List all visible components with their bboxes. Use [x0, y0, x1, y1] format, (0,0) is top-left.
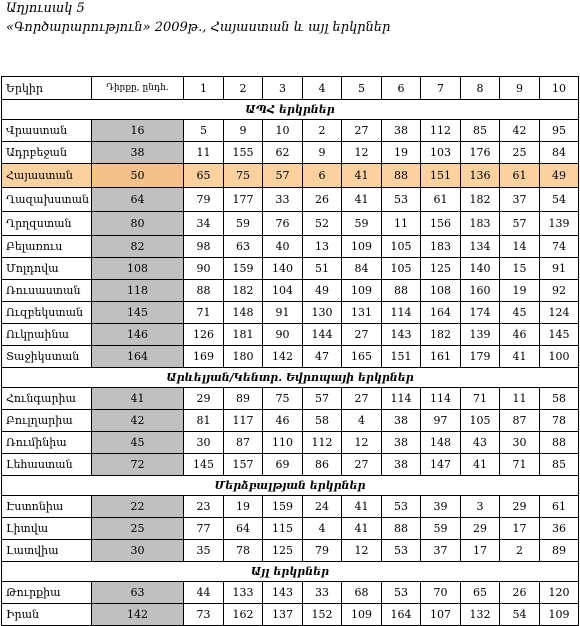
indicator-value-cell: 110	[263, 432, 303, 454]
table-subtitle: «Գործարարություն» 2009թ., Հայաստան և այլ երկրներ	[6, 20, 391, 35]
indicator-value-cell: 142	[263, 346, 303, 368]
indicator-value-cell: 100	[540, 346, 579, 368]
indicator-value-cell: 11	[500, 388, 540, 410]
indicator-value-cell: 84	[540, 142, 579, 164]
indicator-value-cell: 90	[263, 324, 303, 346]
indicator-value-cell: 42	[500, 120, 540, 142]
indicator-value-cell: 180	[224, 346, 263, 368]
indicator-value-cell: 164	[421, 302, 461, 324]
indicator-value-cell: 41	[500, 346, 540, 368]
country-cell: Ադրբեջան	[2, 142, 92, 164]
indicator-value-cell: 41	[342, 164, 382, 188]
indicator-value-cell: 38	[382, 432, 421, 454]
table-row	[2, 142, 579, 164]
indicator-value-cell: 137	[263, 604, 303, 626]
indicator-value-cell: 2	[500, 540, 540, 562]
indicator-value-cell: 33	[263, 188, 303, 212]
indicator-value-cell: 89	[224, 388, 263, 410]
country-cell: Հունգարիա	[2, 388, 92, 410]
indicator-value-cell: 109	[342, 236, 382, 258]
indicator-value-cell: 6	[303, 164, 342, 188]
indicator-value-cell: 148	[224, 302, 263, 324]
indicator-value-cell: 174	[461, 302, 500, 324]
indicator-value-cell: 61	[540, 496, 579, 518]
indicator-value-cell: 103	[421, 142, 461, 164]
indicator-value-cell: 151	[421, 164, 461, 188]
indicator-value-cell: 177	[224, 188, 263, 212]
indicator-value-cell: 51	[303, 258, 342, 280]
rank-cell: 16	[92, 120, 184, 142]
indicator-value-cell: 57	[303, 388, 342, 410]
country-cell: Հայաստան	[2, 164, 92, 188]
doing-business-table	[1, 76, 579, 626]
indicator-value-cell: 34	[184, 212, 224, 236]
indicator-value-cell: 17	[500, 518, 540, 540]
indicator-value-cell: 91	[540, 258, 579, 280]
indicator-value-cell: 89	[540, 540, 579, 562]
indicator-value-cell: 47	[303, 346, 342, 368]
indicator-value-cell: 97	[421, 410, 461, 432]
section-header-row	[2, 562, 579, 582]
column-header-indicator: 8	[461, 77, 500, 100]
indicator-value-cell: 114	[421, 388, 461, 410]
indicator-value-cell: 104	[263, 280, 303, 302]
indicator-value-cell: 139	[540, 212, 579, 236]
indicator-value-cell: 38	[382, 120, 421, 142]
indicator-value-cell: 62	[263, 142, 303, 164]
table-row	[2, 540, 579, 562]
indicator-value-cell: 133	[224, 582, 263, 604]
indicator-value-cell: 148	[421, 432, 461, 454]
indicator-value-cell: 90	[184, 258, 224, 280]
indicator-value-cell: 5	[184, 120, 224, 142]
indicator-value-cell: 27	[342, 454, 382, 476]
section-title: Մերձբալթյան երկրներ	[2, 476, 579, 496]
indicator-value-cell: 59	[224, 212, 263, 236]
indicator-value-cell: 57	[500, 212, 540, 236]
indicator-value-cell: 39	[421, 496, 461, 518]
indicator-value-cell: 13	[303, 236, 342, 258]
column-header-country: Երկիր	[2, 77, 92, 100]
indicator-value-cell: 35	[184, 540, 224, 562]
country-cell: Էստոնիա	[2, 496, 92, 518]
table-row	[2, 120, 579, 142]
indicator-value-cell: 109	[342, 604, 382, 626]
indicator-value-cell: 57	[263, 164, 303, 188]
indicator-value-cell: 159	[224, 258, 263, 280]
indicator-value-cell: 160	[461, 280, 500, 302]
indicator-value-cell: 46	[500, 324, 540, 346]
indicator-value-cell: 46	[263, 410, 303, 432]
country-cell: Վրաստան	[2, 120, 92, 142]
rank-cell: 108	[92, 258, 184, 280]
indicator-value-cell: 152	[303, 604, 342, 626]
section-title: Արևելյան/Կենտր. Եվրոպայի երկրներ	[2, 368, 579, 388]
indicator-value-cell: 86	[303, 454, 342, 476]
indicator-value-cell: 145	[540, 324, 579, 346]
indicator-value-cell: 41	[342, 518, 382, 540]
indicator-value-cell: 84	[342, 258, 382, 280]
indicator-value-cell: 117	[224, 410, 263, 432]
indicator-value-cell: 30	[184, 432, 224, 454]
indicator-value-cell: 159	[263, 496, 303, 518]
country-cell: Բուլղարիա	[2, 410, 92, 432]
indicator-value-cell: 10	[263, 120, 303, 142]
indicator-value-cell: 183	[461, 212, 500, 236]
indicator-value-cell: 53	[382, 582, 421, 604]
country-cell: Տաջիկստան	[2, 346, 92, 368]
indicator-value-cell: 37	[421, 540, 461, 562]
section-header-row	[2, 476, 579, 496]
indicator-value-cell: 112	[303, 432, 342, 454]
indicator-value-cell: 73	[184, 604, 224, 626]
indicator-value-cell: 112	[421, 120, 461, 142]
column-header-indicator: 10	[540, 77, 579, 100]
indicator-value-cell: 182	[421, 324, 461, 346]
country-cell: Թուրքիա	[2, 582, 92, 604]
rank-cell: 64	[92, 188, 184, 212]
table-row	[2, 236, 579, 258]
column-header-rank: Դիրքը, ընդհ.	[92, 77, 184, 100]
table-row	[2, 388, 579, 410]
table-row	[2, 582, 579, 604]
column-header-indicator: 1	[184, 77, 224, 100]
table-caption: Աղյուսակ 5	[6, 1, 85, 16]
table-row	[2, 518, 579, 540]
table-row	[2, 410, 579, 432]
indicator-value-cell: 125	[263, 540, 303, 562]
rank-cell: 164	[92, 346, 184, 368]
indicator-value-cell: 85	[461, 120, 500, 142]
indicator-value-cell: 179	[461, 346, 500, 368]
indicator-value-cell: 41	[461, 454, 500, 476]
indicator-value-cell: 108	[421, 280, 461, 302]
rank-cell: 82	[92, 236, 184, 258]
table-row	[2, 346, 579, 368]
indicator-value-cell: 182	[224, 280, 263, 302]
section-title: ԱՊՀ երկրներ	[2, 100, 579, 120]
indicator-value-cell: 124	[540, 302, 579, 324]
indicator-value-cell: 36	[540, 518, 579, 540]
indicator-value-cell: 61	[500, 164, 540, 188]
section-header-row	[2, 100, 579, 120]
indicator-value-cell: 26	[500, 582, 540, 604]
column-header-indicator: 7	[421, 77, 461, 100]
header-row	[2, 77, 579, 100]
indicator-value-cell: 64	[224, 518, 263, 540]
indicator-value-cell: 75	[263, 388, 303, 410]
indicator-value-cell: 87	[224, 432, 263, 454]
indicator-value-cell: 40	[263, 236, 303, 258]
indicator-value-cell: 25	[500, 142, 540, 164]
indicator-value-cell: 105	[382, 236, 421, 258]
indicator-value-cell: 169	[184, 346, 224, 368]
indicator-value-cell: 49	[303, 280, 342, 302]
rank-cell: 142	[92, 604, 184, 626]
table-row	[2, 164, 579, 188]
indicator-value-cell: 183	[421, 236, 461, 258]
indicator-value-cell: 71	[500, 454, 540, 476]
indicator-value-cell: 74	[540, 236, 579, 258]
indicator-value-cell: 27	[342, 120, 382, 142]
indicator-value-cell: 52	[303, 212, 342, 236]
indicator-value-cell: 26	[303, 188, 342, 212]
country-cell: Իրան	[2, 604, 92, 626]
country-cell: Ղրղզստան	[2, 212, 92, 236]
indicator-value-cell: 88	[184, 280, 224, 302]
indicator-value-cell: 75	[224, 164, 263, 188]
indicator-value-cell: 19	[224, 496, 263, 518]
indicator-value-cell: 114	[382, 388, 421, 410]
indicator-value-cell: 77	[184, 518, 224, 540]
indicator-value-cell: 44	[184, 582, 224, 604]
indicator-value-cell: 4	[342, 410, 382, 432]
indicator-value-cell: 87	[500, 410, 540, 432]
indicator-value-cell: 130	[303, 302, 342, 324]
indicator-value-cell: 14	[500, 236, 540, 258]
column-header-indicator: 5	[342, 77, 382, 100]
indicator-value-cell: 17	[461, 540, 500, 562]
indicator-value-cell: 147	[421, 454, 461, 476]
country-cell: Լեհաստան	[2, 454, 92, 476]
country-cell: Լատվիա	[2, 540, 92, 562]
country-cell: Բելառուս	[2, 236, 92, 258]
indicator-value-cell: 38	[382, 454, 421, 476]
country-cell: Լիտվա	[2, 518, 92, 540]
rank-cell: 80	[92, 212, 184, 236]
indicator-value-cell: 53	[382, 188, 421, 212]
table-row	[2, 604, 579, 626]
indicator-value-cell: 125	[421, 258, 461, 280]
indicator-value-cell: 143	[263, 582, 303, 604]
indicator-value-cell: 105	[382, 258, 421, 280]
indicator-value-cell: 145	[184, 454, 224, 476]
column-header-indicator: 2	[224, 77, 263, 100]
indicator-value-cell: 162	[224, 604, 263, 626]
indicator-value-cell: 164	[382, 604, 421, 626]
indicator-value-cell: 2	[303, 120, 342, 142]
indicator-value-cell: 69	[263, 454, 303, 476]
indicator-value-cell: 181	[224, 324, 263, 346]
indicator-value-cell: 68	[342, 582, 382, 604]
indicator-value-cell: 12	[342, 142, 382, 164]
indicator-value-cell: 88	[382, 518, 421, 540]
indicator-value-cell: 132	[461, 604, 500, 626]
indicator-value-cell: 37	[500, 188, 540, 212]
indicator-value-cell: 136	[461, 164, 500, 188]
table-row	[2, 496, 579, 518]
indicator-value-cell: 71	[461, 388, 500, 410]
indicator-value-cell: 70	[421, 582, 461, 604]
table-row	[2, 302, 579, 324]
country-cell: Ռուսաստան	[2, 280, 92, 302]
indicator-value-cell: 161	[421, 346, 461, 368]
table-row	[2, 212, 579, 236]
rank-cell: 42	[92, 410, 184, 432]
indicator-value-cell: 151	[382, 346, 421, 368]
indicator-value-cell: 29	[184, 388, 224, 410]
table-row	[2, 188, 579, 212]
indicator-value-cell: 144	[303, 324, 342, 346]
indicator-value-cell: 139	[461, 324, 500, 346]
table-row	[2, 454, 579, 476]
indicator-value-cell: 15	[500, 258, 540, 280]
indicator-value-cell: 29	[461, 518, 500, 540]
indicator-value-cell: 81	[184, 410, 224, 432]
rank-cell: 118	[92, 280, 184, 302]
indicator-value-cell: 59	[342, 212, 382, 236]
indicator-value-cell: 11	[382, 212, 421, 236]
indicator-value-cell: 12	[342, 540, 382, 562]
rank-cell: 63	[92, 582, 184, 604]
rank-cell: 45	[92, 432, 184, 454]
indicator-value-cell: 71	[184, 302, 224, 324]
section-title: Այլ երկրներ	[2, 562, 579, 582]
indicator-value-cell: 182	[461, 188, 500, 212]
indicator-value-cell: 9	[303, 142, 342, 164]
indicator-value-cell: 30	[500, 432, 540, 454]
indicator-value-cell: 9	[224, 120, 263, 142]
indicator-value-cell: 155	[224, 142, 263, 164]
rank-cell: 145	[92, 302, 184, 324]
indicator-value-cell: 33	[303, 582, 342, 604]
indicator-value-cell: 24	[303, 496, 342, 518]
indicator-value-cell: 58	[303, 410, 342, 432]
country-cell: Մոլդովա	[2, 258, 92, 280]
rank-cell: 146	[92, 324, 184, 346]
indicator-value-cell: 27	[342, 324, 382, 346]
indicator-value-cell: 120	[540, 582, 579, 604]
table-row	[2, 324, 579, 346]
indicator-value-cell: 59	[421, 518, 461, 540]
indicator-value-cell: 19	[500, 280, 540, 302]
indicator-value-cell: 53	[382, 540, 421, 562]
indicator-value-cell: 38	[382, 410, 421, 432]
country-cell: Ղազախստան	[2, 188, 92, 212]
indicator-value-cell: 156	[421, 212, 461, 236]
indicator-value-cell: 131	[342, 302, 382, 324]
indicator-value-cell: 23	[184, 496, 224, 518]
indicator-value-cell: 95	[540, 120, 579, 142]
indicator-value-cell: 85	[540, 454, 579, 476]
indicator-value-cell: 54	[540, 188, 579, 212]
indicator-value-cell: 43	[461, 432, 500, 454]
indicator-value-cell: 109	[342, 280, 382, 302]
indicator-value-cell: 11	[184, 142, 224, 164]
country-cell: Ռումինիա	[2, 432, 92, 454]
table-row	[2, 280, 579, 302]
indicator-value-cell: 63	[224, 236, 263, 258]
indicator-value-cell: 49	[540, 164, 579, 188]
rank-cell: 72	[92, 454, 184, 476]
indicator-value-cell: 88	[540, 432, 579, 454]
indicator-value-cell: 54	[500, 604, 540, 626]
indicator-value-cell: 143	[382, 324, 421, 346]
indicator-value-cell: 41	[342, 188, 382, 212]
indicator-value-cell: 53	[382, 496, 421, 518]
rank-cell: 22	[92, 496, 184, 518]
indicator-value-cell: 126	[184, 324, 224, 346]
indicator-value-cell: 79	[184, 188, 224, 212]
indicator-value-cell: 115	[263, 518, 303, 540]
indicator-value-cell: 157	[224, 454, 263, 476]
indicator-value-cell: 3	[461, 496, 500, 518]
column-header-indicator: 3	[263, 77, 303, 100]
column-header-indicator: 9	[500, 77, 540, 100]
indicator-value-cell: 29	[500, 496, 540, 518]
column-header-indicator: 4	[303, 77, 342, 100]
country-cell: Ուզբեկստան	[2, 302, 92, 324]
indicator-value-cell: 79	[303, 540, 342, 562]
column-header-indicator: 6	[382, 77, 421, 100]
indicator-value-cell: 19	[382, 142, 421, 164]
indicator-value-cell: 12	[342, 432, 382, 454]
indicator-value-cell: 107	[421, 604, 461, 626]
indicator-value-cell: 88	[382, 164, 421, 188]
indicator-value-cell: 109	[540, 604, 579, 626]
indicator-value-cell: 76	[263, 212, 303, 236]
indicator-value-cell: 41	[342, 496, 382, 518]
indicator-value-cell: 114	[382, 302, 421, 324]
indicator-value-cell: 45	[500, 302, 540, 324]
indicator-value-cell: 134	[461, 236, 500, 258]
indicator-value-cell: 78	[540, 410, 579, 432]
indicator-value-cell: 176	[461, 142, 500, 164]
indicator-value-cell: 88	[382, 280, 421, 302]
rank-cell: 50	[92, 164, 184, 188]
indicator-value-cell: 165	[342, 346, 382, 368]
indicator-value-cell: 92	[540, 280, 579, 302]
indicator-value-cell: 78	[224, 540, 263, 562]
indicator-value-cell: 105	[461, 410, 500, 432]
indicator-value-cell: 98	[184, 236, 224, 258]
indicator-value-cell: 65	[461, 582, 500, 604]
country-cell: Ուկրաինա	[2, 324, 92, 346]
indicator-value-cell: 91	[263, 302, 303, 324]
indicator-value-cell: 58	[540, 388, 579, 410]
indicator-value-cell: 27	[342, 388, 382, 410]
table-row	[2, 432, 579, 454]
indicator-value-cell: 140	[263, 258, 303, 280]
indicator-value-cell: 65	[184, 164, 224, 188]
rank-cell: 41	[92, 388, 184, 410]
rank-cell: 38	[92, 142, 184, 164]
rank-cell: 30	[92, 540, 184, 562]
indicator-value-cell: 140	[461, 258, 500, 280]
rank-cell: 25	[92, 518, 184, 540]
indicator-value-cell: 61	[421, 188, 461, 212]
indicator-value-cell: 4	[303, 518, 342, 540]
section-header-row	[2, 368, 579, 388]
table-row	[2, 258, 579, 280]
